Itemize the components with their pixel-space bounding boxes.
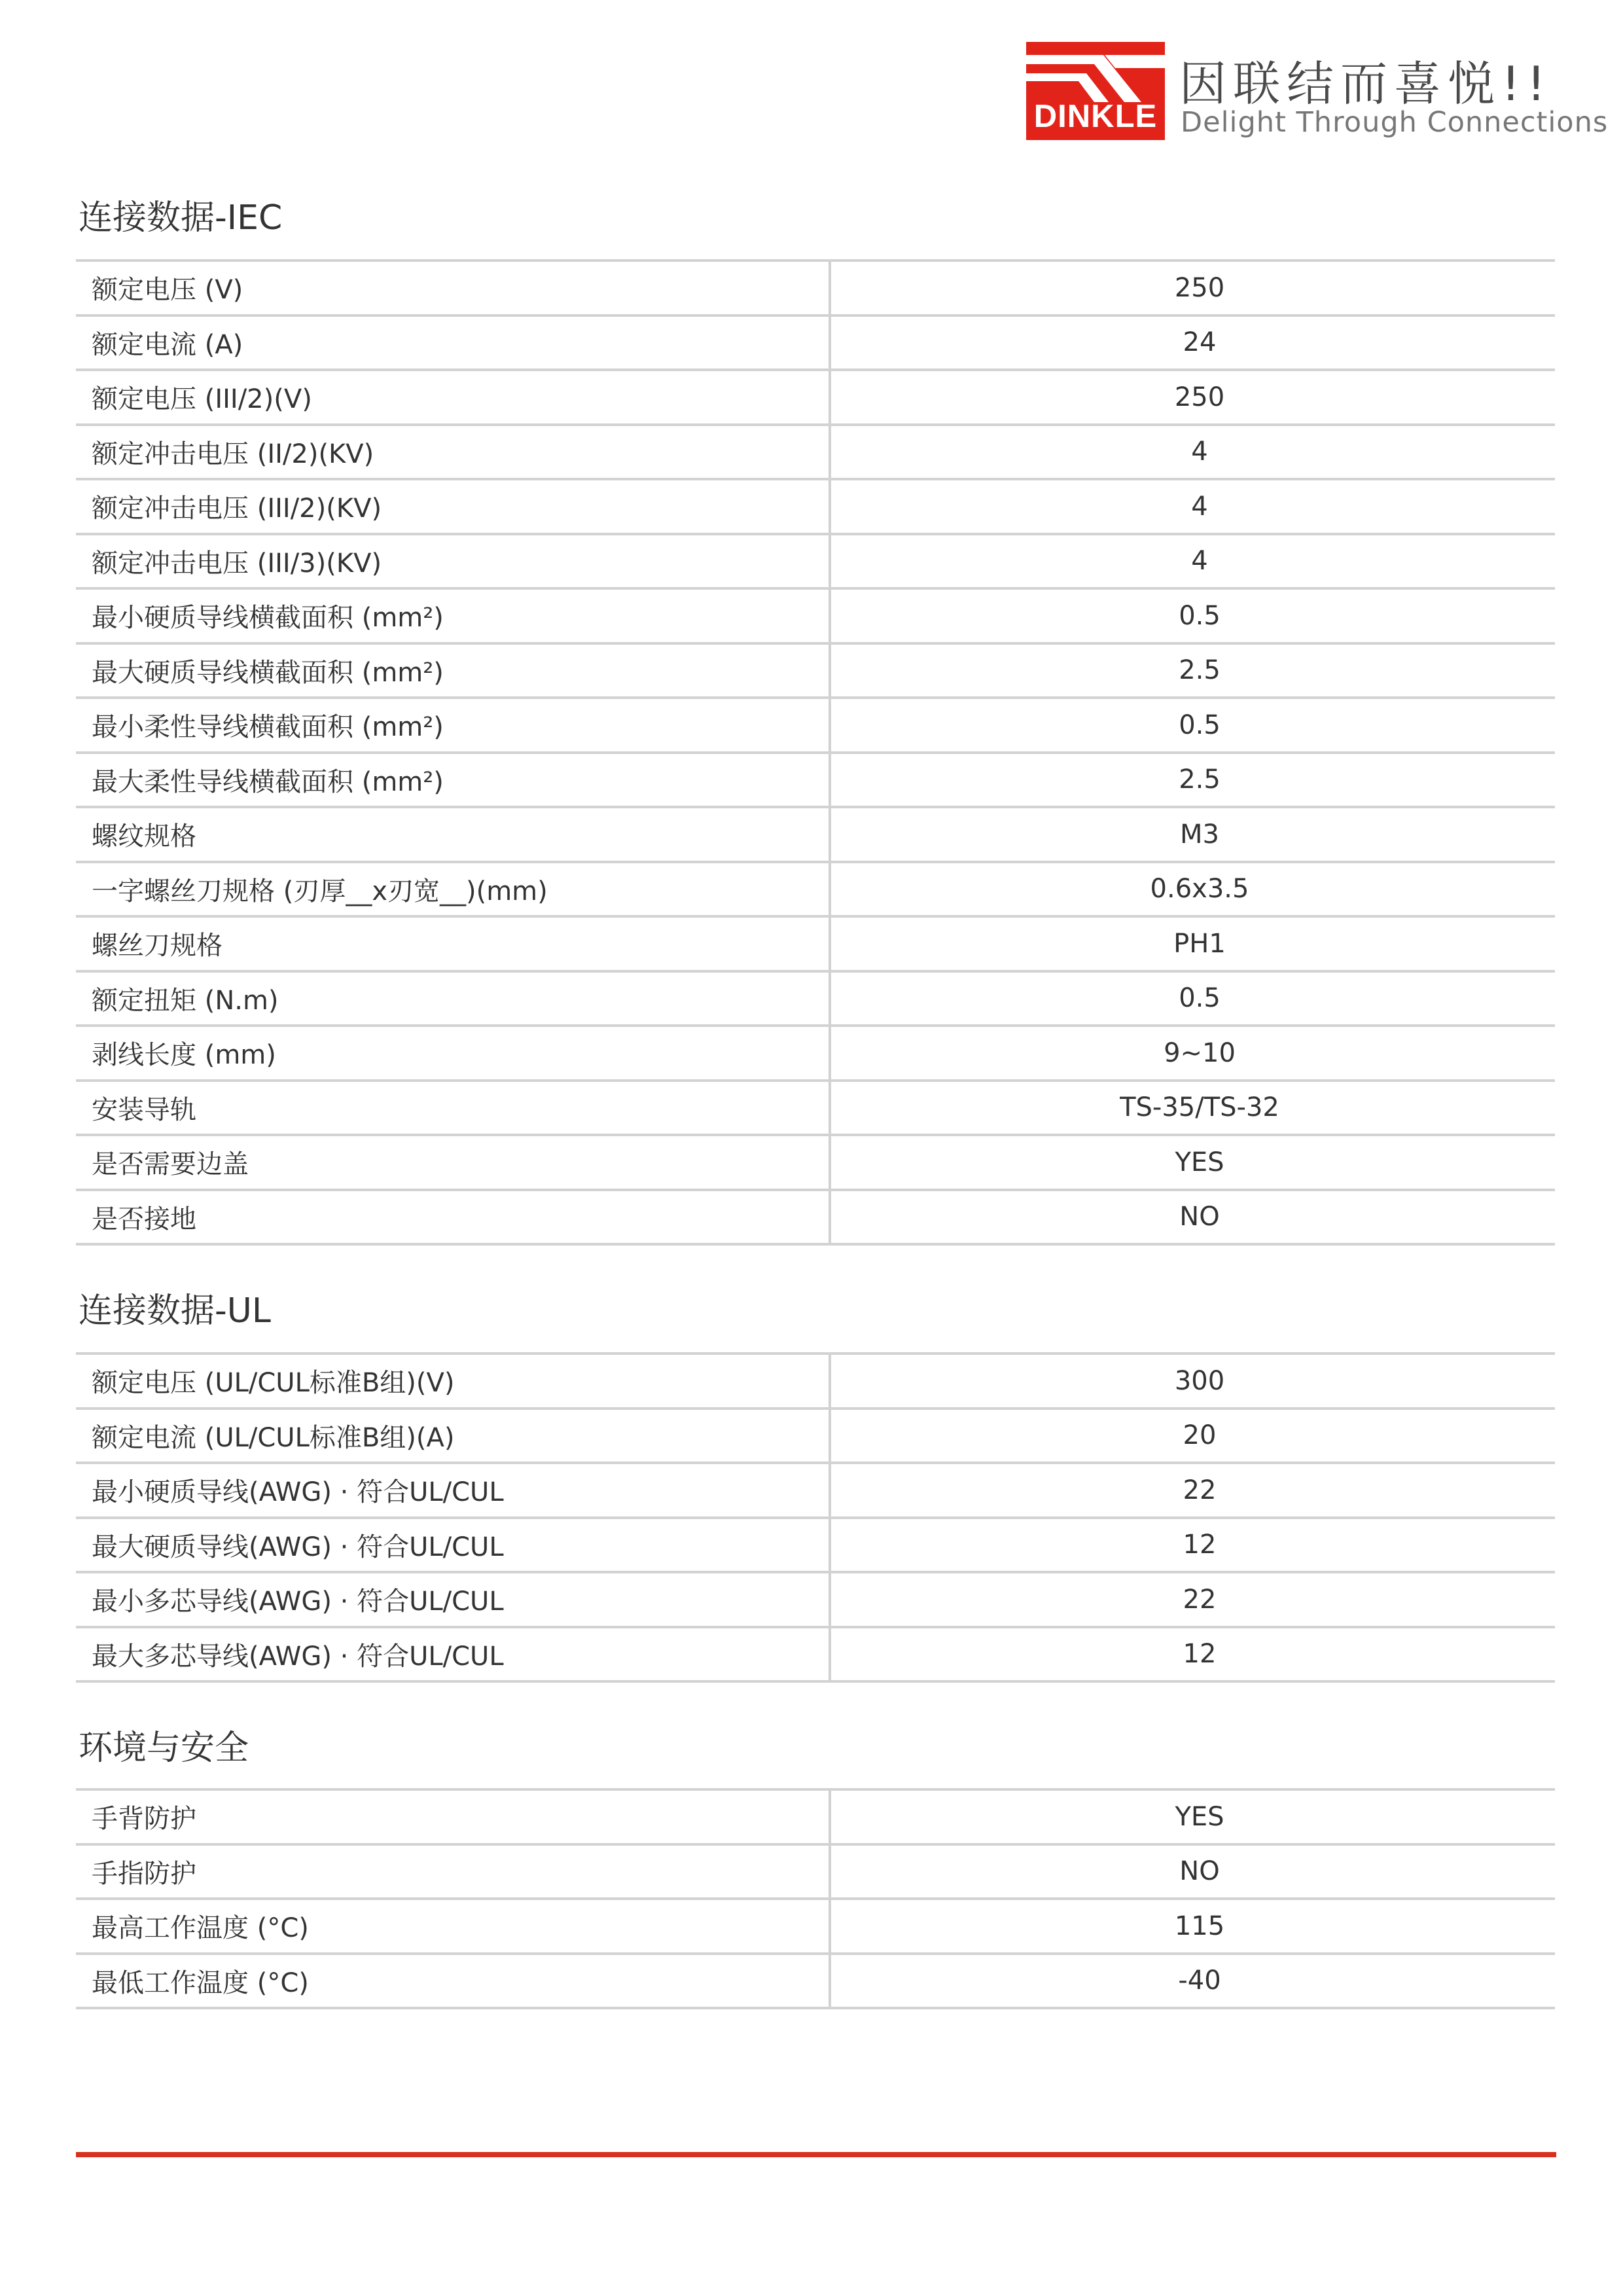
table-row <box>76 534 1555 589</box>
row-value: 0.5 <box>830 971 1555 1026</box>
row-value: 12 <box>830 1518 1555 1573</box>
row-label: 额定电压 (III/2)(V) <box>76 370 830 425</box>
row-value: TS-35/TS-32 <box>830 1081 1555 1136</box>
row-value: 250 <box>830 260 1555 315</box>
spec-table-iec <box>76 259 1555 1246</box>
row-label: 最低工作温度 (°C) <box>76 1954 830 2009</box>
table-row <box>76 971 1555 1026</box>
row-value: 4 <box>830 425 1555 480</box>
row-value: 115 <box>830 1899 1555 1954</box>
table-row <box>76 1026 1555 1081</box>
row-label: 螺纹规格 <box>76 807 830 862</box>
row-label: 最大柔性导线横截面积 (mm²) <box>76 753 830 808</box>
table-row <box>76 1463 1555 1518</box>
table-row <box>76 1408 1555 1463</box>
row-value: 22 <box>830 1572 1555 1627</box>
row-label: 最小柔性导线横截面积 (mm²) <box>76 698 830 753</box>
table-row <box>76 425 1555 480</box>
row-value: 2.5 <box>830 643 1555 698</box>
table-row <box>76 479 1555 534</box>
row-value: NO <box>830 1190 1555 1245</box>
row-value: 0.6x3.5 <box>830 862 1555 917</box>
table-row <box>76 753 1555 808</box>
table-row <box>76 1354 1555 1408</box>
logo-text: DINKLE <box>1033 99 1158 134</box>
row-value: -40 <box>830 1954 1555 2009</box>
row-label: 安装导轨 <box>76 1081 830 1136</box>
row-value: 0.5 <box>830 588 1555 643</box>
row-value: 250 <box>830 370 1555 425</box>
row-label: 额定冲击电压 (III/2)(KV) <box>76 479 830 534</box>
row-label: 是否接地 <box>76 1190 830 1245</box>
section-title-environment: 环境与安全 <box>79 1729 249 1768</box>
footer-divider <box>76 2152 1556 2157</box>
row-value: 12 <box>830 1627 1555 1682</box>
row-value: 300 <box>830 1354 1555 1408</box>
row-label: 额定电压 (V) <box>76 260 830 315</box>
row-label: 额定扭矩 (N.m) <box>76 971 830 1026</box>
row-label: 最大多芯导线(AWG) · 符合UL/CUL <box>76 1627 830 1682</box>
row-value: PH1 <box>830 916 1555 971</box>
row-label: 螺丝刀规格 <box>76 916 830 971</box>
row-value: YES <box>830 1789 1555 1844</box>
table-row <box>76 1954 1555 2009</box>
table-row <box>76 1844 1555 1899</box>
table-row <box>76 807 1555 862</box>
row-value: 4 <box>830 534 1555 589</box>
row-label: 最小多芯导线(AWG) · 符合UL/CUL <box>76 1572 830 1627</box>
row-value: 4 <box>830 479 1555 534</box>
row-label: 最小硬质导线(AWG) · 符合UL/CUL <box>76 1463 830 1518</box>
row-value: 2.5 <box>830 753 1555 808</box>
row-label: 最高工作温度 (°C) <box>76 1899 830 1954</box>
row-label: 最大硬质导线(AWG) · 符合UL/CUL <box>76 1518 830 1573</box>
row-label: 是否需要边盖 <box>76 1135 830 1190</box>
row-label: 手指防护 <box>76 1844 830 1899</box>
row-label: 额定冲击电压 (III/3)(KV) <box>76 534 830 589</box>
row-value: M3 <box>830 807 1555 862</box>
slogan-chinese: 因联结而喜悦!! <box>1179 56 1552 111</box>
table-row <box>76 698 1555 753</box>
spec-table-environment <box>76 1788 1555 2009</box>
row-label: 额定冲击电压 (II/2)(KV) <box>76 425 830 480</box>
slogan-english: Delight Through Connections <box>1181 106 1609 139</box>
section-title-iec: 连接数据-IEC <box>79 198 283 238</box>
row-value: 24 <box>830 315 1555 370</box>
table-row <box>76 315 1555 370</box>
row-label: 手背防护 <box>76 1789 830 1844</box>
row-label: 额定电流 (A) <box>76 315 830 370</box>
table-row <box>76 260 1555 315</box>
row-value: 9~10 <box>830 1026 1555 1081</box>
table-row <box>76 1081 1555 1136</box>
row-value: 0.5 <box>830 698 1555 753</box>
table-row <box>76 1572 1555 1627</box>
table-row <box>76 1190 1555 1245</box>
dinkle-logo <box>1026 42 1165 140</box>
row-label: 最大硬质导线横截面积 (mm²) <box>76 643 830 698</box>
row-label: 额定电流 (UL/CUL标准B组)(A) <box>76 1408 830 1463</box>
table-row <box>76 1789 1555 1844</box>
spec-table-ul <box>76 1352 1555 1683</box>
brand-header <box>1026 42 1609 144</box>
table-row <box>76 916 1555 971</box>
row-label: 最小硬质导线横截面积 (mm²) <box>76 588 830 643</box>
table-row <box>76 862 1555 917</box>
table-row <box>76 643 1555 698</box>
table-row <box>76 1135 1555 1190</box>
row-label: 额定电压 (UL/CUL标准B组)(V) <box>76 1354 830 1408</box>
row-value: YES <box>830 1135 1555 1190</box>
table-row <box>76 588 1555 643</box>
table-row <box>76 1518 1555 1573</box>
row-value: 22 <box>830 1463 1555 1518</box>
row-label: 剥线长度 (mm) <box>76 1026 830 1081</box>
row-value: 20 <box>830 1408 1555 1463</box>
section-title-ul: 连接数据-UL <box>79 1291 271 1331</box>
row-label: 一字螺丝刀规格 (刃厚__x刃宽__)(mm) <box>76 862 830 917</box>
row-value: NO <box>830 1844 1555 1899</box>
table-row <box>76 1627 1555 1682</box>
table-row <box>76 1899 1555 1954</box>
table-row <box>76 370 1555 425</box>
